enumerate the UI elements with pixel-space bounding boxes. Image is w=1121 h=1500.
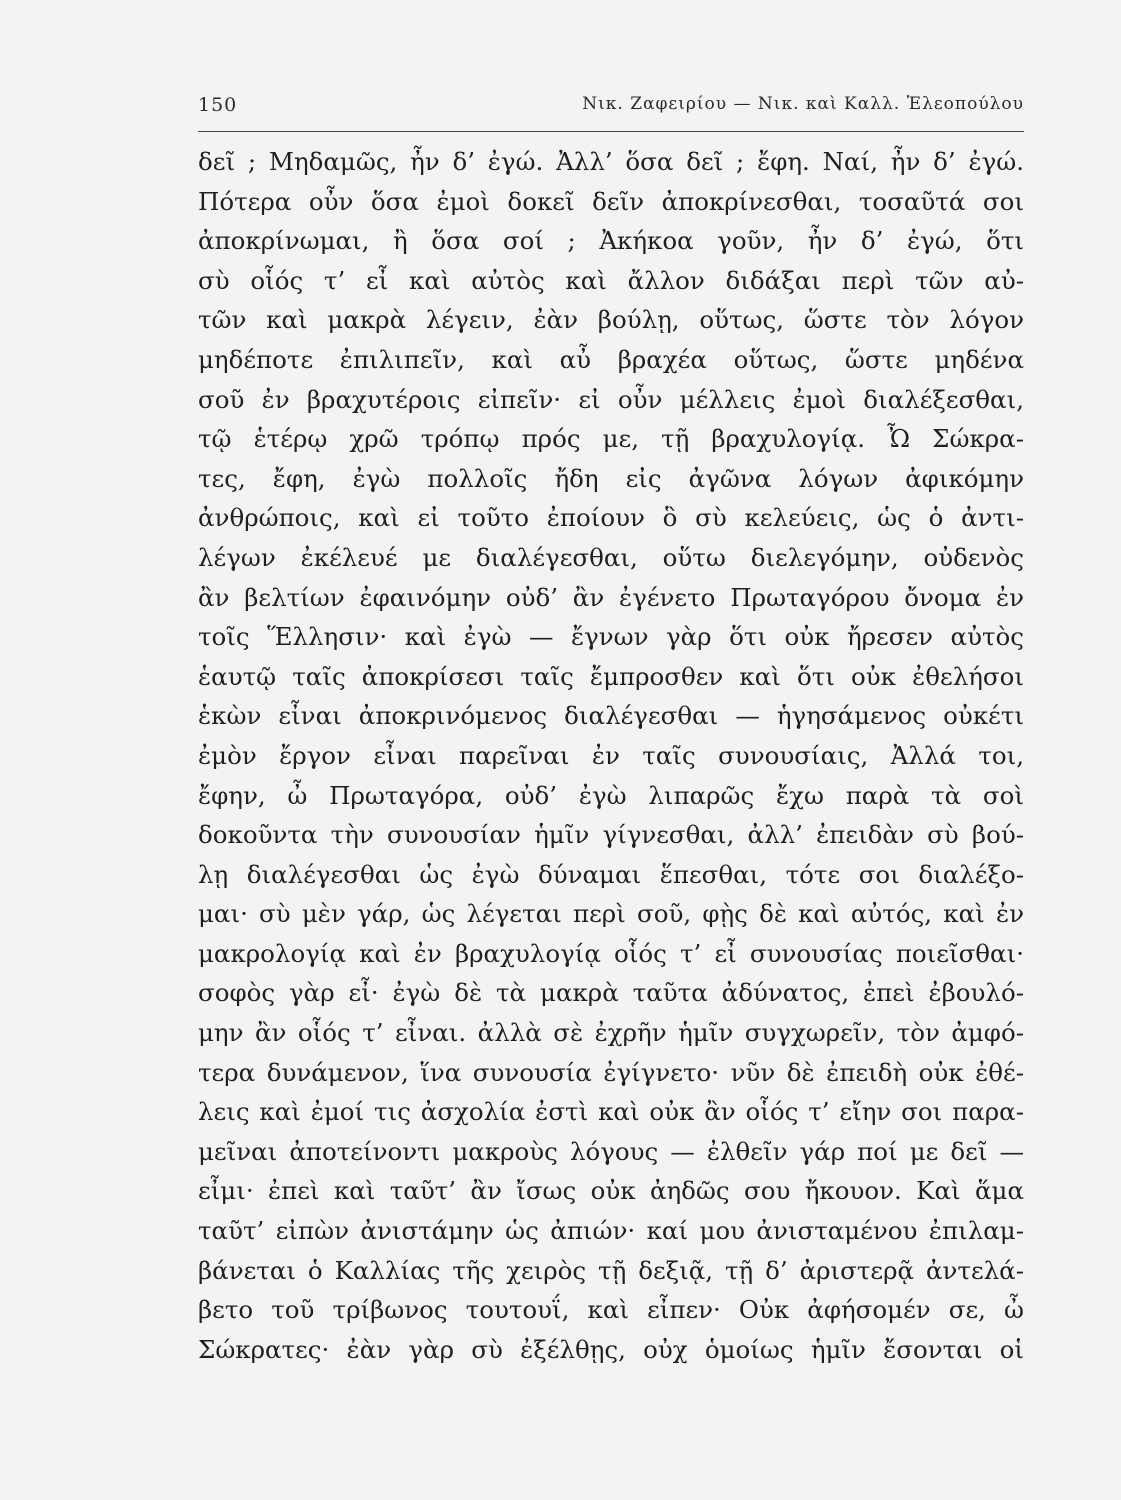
text-line: ἀποκρίνωμαι, ἢ ὅσα σοί ; Ἀκήκοα γοῦν, ἦν δ’ ἐγώ, ὅτι: [198, 226, 1024, 256]
text-line: τερα δυνάμενον, ἵνα συνουσία ἐγίγνετο· νῦν δὲ ἐπειδὴ οὐκ ἐθέ-: [198, 1057, 1024, 1087]
text-line: λεις καὶ ἐμοί τις ἀσχολία ἐστὶ καὶ οὐκ ἂν οἷός τ’ εἴην σοι παρα-: [198, 1097, 1024, 1127]
text-line: μαι· σὺ μὲν γάρ, ὡς λέγεται περὶ σοῦ, φῂς δὲ καὶ αὐτός, καὶ ἐν: [198, 899, 1024, 929]
text-line: ἐμὸν ἔργον εἶναι παρεῖναι ἐν ταῖς συνουσίαις, Ἀλλά τοι,: [198, 740, 1024, 770]
running-head: Νικ. Ζαφειρίου — Νικ. καὶ Καλλ. Ἐλεοπούλου: [582, 94, 1024, 114]
text-line: ἀνθρώποις, καὶ εἰ τοῦτο ἐποίουν ὃ σὺ κελεύεις, ὡς ὁ ἀντι-: [198, 503, 1024, 533]
text-line: σοῦ ἐν βραχυτέροις εἰπεῖν· εἰ οὖν μέλλεις ἐμοὶ διαλέξεσθαι,: [198, 384, 1024, 414]
text-line: Σώκρατες· ἐὰν γὰρ σὺ ἐξέλθῃς, οὐχ ὁμοίως ἡμῖν ἔσονται οἱ: [198, 1334, 1024, 1364]
page-number: 150: [198, 94, 238, 116]
text-line: ἔφην, ὦ Πρωταγόρα, οὐδ’ ἐγὼ λιπαρῶς ἔχω παρὰ τὰ σοὶ: [198, 780, 1024, 810]
text-line: ταῦτ’ εἰπὼν ἀνιστάμην ὡς ἀπιών· καί μου ἀνισταμένου ἐπιλαμ-: [198, 1216, 1024, 1246]
text-line: ἑαυτῷ ταῖς ἀποκρίσεσι ταῖς ἔμπροσθεν καὶ ὅτι οὐκ ἐθελήσοι: [198, 661, 1024, 691]
text-line: τες, ἔφη, ἐγὼ πολλοῖς ἤδη εἰς ἀγῶνα λόγων ἀφικόμην: [198, 463, 1024, 493]
text-line: λέγων ἐκέλευέ με διαλέγεσθαι, οὕτω διελεγόμην, οὐδενὸς: [198, 542, 1024, 572]
body-text: [198, 142, 1024, 1369]
text-line: τῷ ἑτέρῳ χρῶ τρόπῳ πρός με, τῇ βραχυλογίᾳ. Ὦ Σώκρα-: [198, 424, 1024, 454]
text-line: σοφὸς γὰρ εἶ· ἐγὼ δὲ τὰ μακρὰ ταῦτα ἀδύνατος, ἐπεὶ ἐβουλό-: [198, 978, 1024, 1008]
text-line: δεῖ ; Μηδαμῶς, ἦν δ’ ἐγώ. Ἀλλ’ ὅσα δεῖ ; ἔφη. Ναί, ἦν δ’ ἐγώ.: [198, 147, 1024, 176]
text-line: βετο τοῦ τρίβωνος τουτουΐ, καὶ εἶπεν· Οὐκ ἀφήσομέν σε, ὦ: [198, 1295, 1024, 1325]
text-line: δοκοῦντα τὴν συνουσίαν ἡμῖν γίγνεσθαι, ἀλλ’ ἐπειδὰν σὺ βού-: [198, 820, 1024, 850]
text-line: τῶν καὶ μακρὰ λέγειν, ἐὰν βούλῃ, οὕτως, ὥστε τὸν λόγον: [198, 305, 1024, 335]
page-header: [198, 94, 1024, 124]
text-line: μακρολογίᾳ καὶ ἐν βραχυλογίᾳ οἷός τ’ εἶ συνουσίας ποιεῖσθαι·: [198, 938, 1024, 968]
text-line: εἶμι· ἐπεὶ καὶ ταῦτ’ ἂν ἴσως οὐκ ἀηδῶς σου ἤκουον. Καὶ ἅμα: [198, 1176, 1024, 1206]
text-line: ἂν βελτίων ἐφαινόμην οὐδ’ ἂν ἐγένετο Πρωταγόρου ὄνομα ἐν: [198, 582, 1024, 612]
text-line: Πότερα οὖν ὅσα ἐμοὶ δοκεῖ δεῖν ἀποκρίνεσθαι, τοσαῦτά σοι: [198, 186, 1024, 216]
text-line: βάνεται ὁ Καλλίας τῆς χειρὸς τῇ δεξιᾷ, τῇ δ’ ἀριστερᾷ ἀντελά-: [198, 1255, 1024, 1285]
text-line: τοῖς Ἕλλησιν· καὶ ἐγὼ — ἔγνων γὰρ ὅτι οὐκ ἤρεσεν αὐτὸς: [198, 622, 1024, 652]
text-line: λῃ διαλέγεσθαι ὡς ἐγὼ δύναμαι ἕπεσθαι, τότε σοι διαλέξο-: [198, 859, 1024, 889]
text-line: μην ἂν οἷός τ’ εἶναι. ἀλλὰ σὲ ἐχρῆν ἡμῖν συγχωρεῖν, τὸν ἀμφό-: [198, 1018, 1024, 1048]
text-line: ἑκὼν εἶναι ἀποκρινόμενος διαλέγεσθαι — ἡγησάμενος οὐκέτι: [198, 701, 1024, 731]
text-line: μεῖναι ἀποτείνοντι μακροὺς λόγους — ἐλθεῖν γάρ ποί με δεῖ —: [198, 1136, 1024, 1166]
header-rule: [198, 131, 1024, 132]
text-line: μηδέποτε ἐπιλιπεῖν, καὶ αὖ βραχέα οὕτως, ὥστε μηδένα: [198, 344, 1024, 374]
text-line: σὺ οἷός τ’ εἶ καὶ αὐτὸς καὶ ἄλλον διδάξαι περὶ τῶν αὐ-: [198, 265, 1024, 295]
